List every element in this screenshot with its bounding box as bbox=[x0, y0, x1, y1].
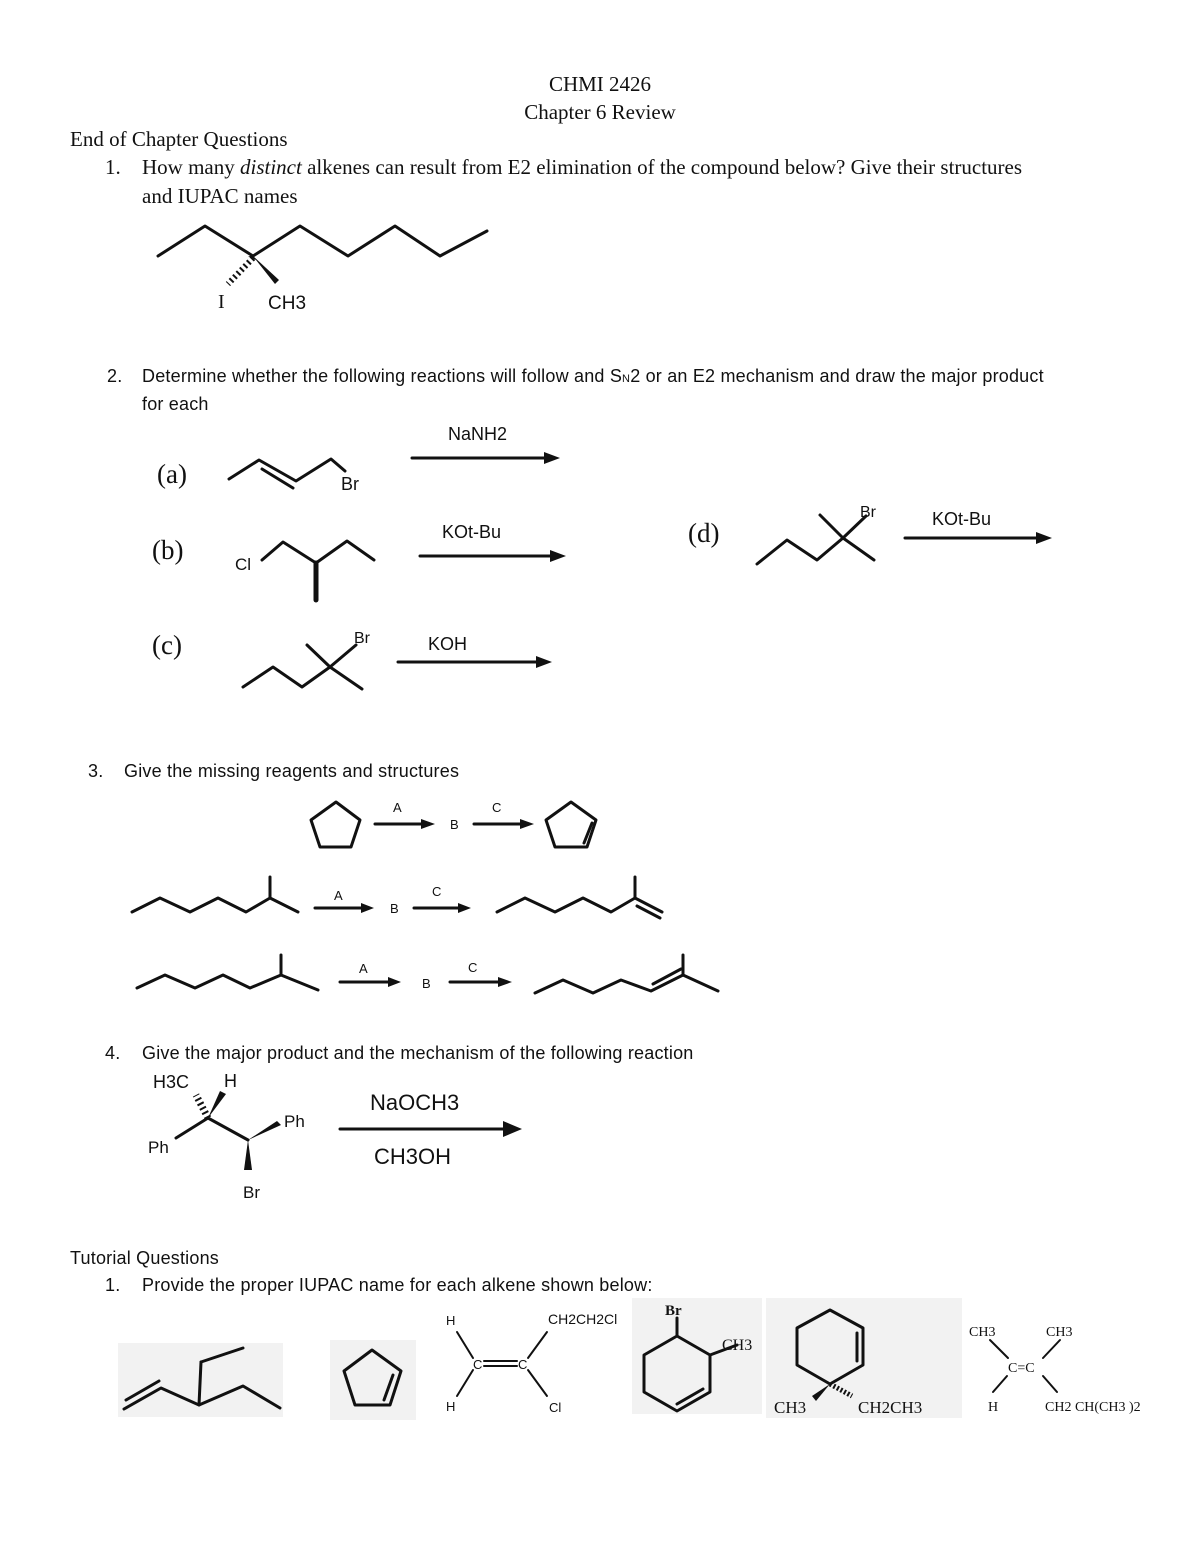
q1-text-b: alkenes can result from E2 elimination of the compound below? Give their structures bbox=[301, 155, 1023, 179]
alkene-5 bbox=[797, 1310, 863, 1401]
alkene-3-sub-bottom: Cl bbox=[549, 1400, 562, 1415]
alkene-2 bbox=[344, 1350, 401, 1405]
alkene-4-br: Br bbox=[665, 1303, 682, 1319]
reaction-c-reagent: KOH bbox=[428, 634, 468, 654]
reaction-b-reagent: KOt-Bu bbox=[442, 522, 502, 542]
q2-text-sub: N bbox=[622, 373, 631, 385]
alkene-3-c2: C bbox=[518, 1357, 528, 1372]
q3-row3-a: A bbox=[359, 961, 368, 976]
alkene-3-c1: C bbox=[473, 1357, 483, 1372]
q4-h3c: H3C bbox=[153, 1072, 190, 1092]
alkene-6-cc: C=C bbox=[1008, 1361, 1035, 1376]
q3-row2-b: B bbox=[390, 901, 399, 916]
q3-row1-b: B bbox=[450, 817, 459, 832]
reaction-a-br: Br bbox=[341, 474, 359, 494]
q3-row2-c: C bbox=[432, 884, 442, 899]
q2-text-line2: for each bbox=[142, 394, 209, 414]
alkene-3-h-top: H bbox=[446, 1313, 456, 1328]
q3-text: Give the missing reagents and structures bbox=[124, 761, 460, 781]
q1-text-em: distinct bbox=[240, 155, 302, 179]
t1-number: 1. bbox=[105, 1275, 121, 1295]
q4-br: Br bbox=[243, 1183, 260, 1202]
q1-iodo-label: I bbox=[218, 291, 225, 313]
reaction-d-br: Br bbox=[860, 504, 876, 521]
q3-number: 3. bbox=[88, 761, 104, 781]
q1-text-line2: and IUPAC names bbox=[142, 184, 298, 208]
alkene-1 bbox=[124, 1348, 280, 1409]
q1-number: 1. bbox=[105, 155, 121, 179]
alkene-6-ch3-right: CH3 bbox=[1046, 1325, 1073, 1340]
q2-text-a: Determine whether the following reactions will follow and S bbox=[142, 366, 623, 386]
reaction-b-cl: Cl bbox=[235, 555, 252, 574]
alkene-3 bbox=[457, 1332, 547, 1396]
q4-h: H bbox=[224, 1071, 237, 1091]
q4-number: 4. bbox=[105, 1043, 121, 1063]
q3-row1-a: A bbox=[393, 800, 402, 815]
q4-reagent-bottom: CH3OH bbox=[374, 1144, 452, 1169]
alkene-6-ch3-left: CH3 bbox=[969, 1325, 996, 1340]
alkene-6-h: H bbox=[988, 1400, 999, 1415]
q4-text: Give the major product and the mechanism of the following reaction bbox=[142, 1043, 694, 1063]
course-code: CHMI 2426 bbox=[548, 72, 652, 96]
section-title-end-of-chapter: End of Chapter Questions bbox=[70, 127, 288, 151]
chapter-title: Chapter 6 Review bbox=[524, 100, 676, 124]
q3-row1-c: C bbox=[492, 800, 502, 815]
alkene-4-ch3: CH3 bbox=[722, 1337, 753, 1354]
reaction-a-reagent: NaNH2 bbox=[448, 424, 508, 444]
alkene-3-sub-top: CH2CH2Cl bbox=[548, 1311, 618, 1327]
q1-methyl-label: CH3 bbox=[268, 293, 307, 314]
alkene-6-sub: CH2 CH(CH3 )2 bbox=[1045, 1400, 1141, 1415]
q3-row3-b: B bbox=[422, 976, 431, 991]
reaction-d-tag: (d) bbox=[688, 518, 720, 548]
alkene-4 bbox=[644, 1318, 737, 1411]
reaction-a-tag: (a) bbox=[157, 459, 187, 489]
q2-number: 2. bbox=[107, 366, 123, 386]
reaction-b-tag: (b) bbox=[152, 535, 184, 565]
q4-ph-right: Ph bbox=[284, 1112, 305, 1131]
q3-row3-c: C bbox=[468, 960, 478, 975]
reaction-c-tag: (c) bbox=[152, 630, 182, 660]
reaction-c-br: Br bbox=[354, 630, 370, 647]
q4-reagent-top: NaOCH3 bbox=[370, 1090, 460, 1115]
q1-text-a: How many bbox=[142, 155, 240, 179]
alkene-5-right: CH2CH3 bbox=[858, 1398, 923, 1417]
alkene-5-left: CH3 bbox=[774, 1398, 807, 1417]
q3-row2-a: A bbox=[334, 888, 343, 903]
q4-ph-left: Ph bbox=[148, 1138, 169, 1157]
t1-text: Provide the proper IUPAC name for each alkene shown below: bbox=[142, 1275, 653, 1295]
section-title-tutorial: Tutorial Questions bbox=[70, 1248, 219, 1268]
q2-text-b: 2 or an E2 mechanism and draw the major product bbox=[630, 366, 1044, 386]
alkene-3-h-bottom: H bbox=[446, 1399, 456, 1414]
reaction-d-reagent: KOt-Bu bbox=[932, 509, 992, 529]
